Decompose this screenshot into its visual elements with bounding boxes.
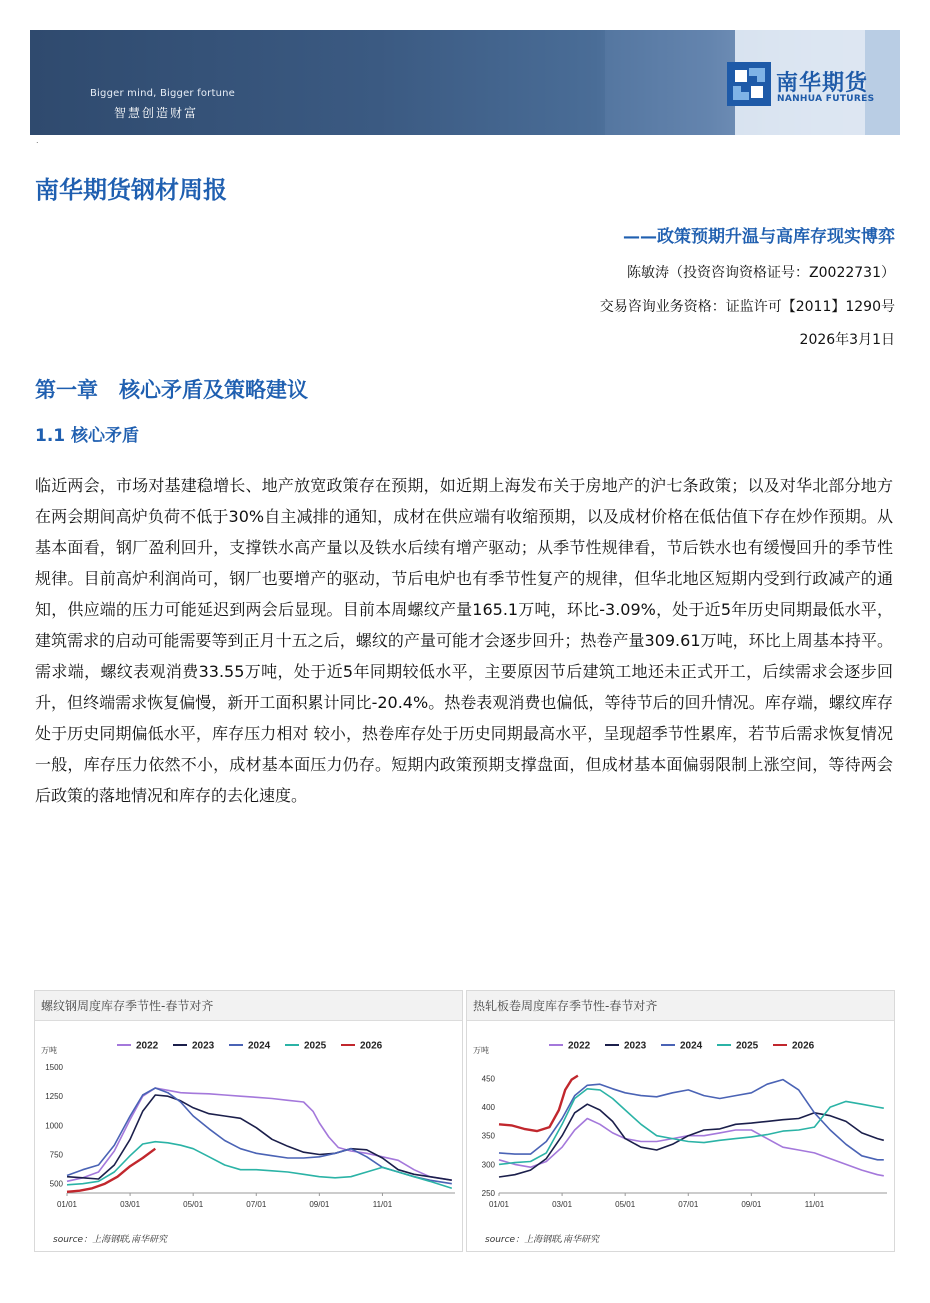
logo-text-en: NANHUA FUTURES xyxy=(777,94,875,104)
y-tick-label: 250 xyxy=(481,1189,495,1198)
x-tick-label: 09/01 xyxy=(741,1200,762,1209)
chart-source: source：上海钢联,南华研究 xyxy=(53,1235,167,1245)
chapter-heading: 第一章 核心矛盾及策略建议 xyxy=(35,378,308,402)
chart-title: 螺纹钢周度库存季节性-春节对齐 xyxy=(35,991,462,1021)
legend-label: 2023 xyxy=(192,1040,215,1052)
x-tick-label: 03/01 xyxy=(552,1200,573,1209)
hrc-inventory-chart xyxy=(467,1021,894,1221)
legend-label: 2026 xyxy=(360,1040,383,1052)
page-dot: . xyxy=(36,136,39,145)
legend-label: 2023 xyxy=(624,1040,647,1052)
legend-label: 2025 xyxy=(304,1040,327,1052)
legend-label: 2022 xyxy=(568,1040,591,1052)
license-line: 交易咨询业务资格：证监许可【2011】1290号 xyxy=(599,299,895,315)
report-subtitle: ——政策预期升温与高库存现实博弈 xyxy=(623,227,895,247)
legend-label: 2024 xyxy=(680,1040,703,1052)
x-tick-label: 01/01 xyxy=(488,1200,510,1209)
y-tick-label: 1000 xyxy=(45,1121,63,1131)
x-tick-label: 03/01 xyxy=(120,1200,141,1209)
x-tick-label: 07/01 xyxy=(246,1200,267,1209)
header-banner xyxy=(30,30,900,135)
slogan-chinese: 智慧创造财富 xyxy=(114,106,199,120)
chart-title: 热轧板卷周度库存季节性-春节对齐 xyxy=(467,991,894,1021)
legend-label: 2026 xyxy=(792,1040,815,1052)
section-heading: 1.1 核心矛盾 xyxy=(35,426,140,446)
y-tick-label: 300 xyxy=(481,1160,495,1170)
report-date: 2026年3月1日 xyxy=(799,332,895,348)
y-tick-label: 450 xyxy=(481,1074,495,1084)
legend-label: 2022 xyxy=(136,1040,159,1052)
y-tick-label: 350 xyxy=(481,1131,495,1141)
x-tick-label: 07/01 xyxy=(678,1200,699,1209)
series-line-2024 xyxy=(499,1080,884,1160)
banner-block xyxy=(605,30,735,135)
unit-label: 万吨 xyxy=(41,1046,57,1055)
y-tick-label: 1250 xyxy=(45,1092,63,1102)
chart-source: source：上海钢联,南华研究 xyxy=(485,1235,599,1245)
banner-block xyxy=(865,30,900,135)
nanhua-logo-icon xyxy=(727,62,771,106)
legend-label: 2025 xyxy=(736,1040,759,1052)
x-tick-label: 11/01 xyxy=(372,1200,393,1209)
unit-label: 万吨 xyxy=(473,1046,489,1055)
rebar-inventory-chart xyxy=(35,1021,462,1221)
logo-text-cn: 南华期货 xyxy=(776,71,869,96)
y-tick-label: 500 xyxy=(49,1179,63,1189)
y-tick-label: 400 xyxy=(481,1103,495,1113)
chart-card-hrc xyxy=(466,990,895,1252)
legend-label: 2024 xyxy=(248,1040,271,1052)
series-line-2026 xyxy=(499,1076,578,1132)
report-title: 南华期货钢材周报 xyxy=(35,176,227,204)
chart-card-rebar xyxy=(34,990,463,1252)
series-line-2023 xyxy=(67,1095,452,1180)
x-tick-label: 05/01 xyxy=(183,1200,204,1209)
x-tick-label: 09/01 xyxy=(309,1200,330,1209)
y-tick-label: 1500 xyxy=(45,1063,63,1072)
slogan-english: Bigger mind, Bigger fortune xyxy=(90,88,236,99)
author-line: 陈敏涛（投资咨询资格证号：Z0022731） xyxy=(627,265,895,281)
body-paragraph: 临近两会，市场对基建稳增长、地产放宽政策存在预期，如近期上海发布关于房地产的沪七条政策；以及对华北部分地方在两会期间高炉负荷不低于30%自主减排的通知，成材在供应端有收缩预期，以及成材价格在低估值下存在炒作预期。从基本面看，钢厂盈利回升，支撑铁水高产量以及铁水后续有增产驱动；从季节性规律看，节后铁水也有缓慢回升的季节性规律。目前高炉利润尚可，钢厂也要增产的驱动，节后电炉也有季节性复产的规律，但华北地区短期内受到行政减产的通知，供应端的压力可能延迟到两会后显现。目前本周螺纹产量165.1万吨，环比-3.09%，处于近5年历史同期最低水平，建筑需求的启动可能需要等到正月十五之后，螺纹的产量可能才会逐步回升；热卷产量309.61万吨，环比上周基本持平。需求端，螺纹表观消费33.55万吨，处于近5年同期较低水平，主要原因节后建筑工地还未正式开工，后续需求会逐步回升，但终端需求恢复偏慢，新开工面积累计同比-20.4%。热卷表观消费也偏低，等待节后的回升情况。库存端，螺纹库存处于历史同期偏低水平，库存压力相对 较小，热卷库存处于历史同期最高水平，呈现超季节性累库，若节后需求恢复情况一般，库存压力依然不小，成材基本面压力仍存。短期内政策预期支撑盘面，但成材基本面偏弱限制上涨空间，等待两会后政策的落地情况和库存的去化速度。 xyxy=(35,476,893,805)
x-tick-label: 01/01 xyxy=(56,1200,78,1209)
y-tick-label: 750 xyxy=(49,1150,63,1160)
x-tick-label: 11/01 xyxy=(804,1200,825,1209)
x-tick-label: 05/01 xyxy=(615,1200,636,1209)
